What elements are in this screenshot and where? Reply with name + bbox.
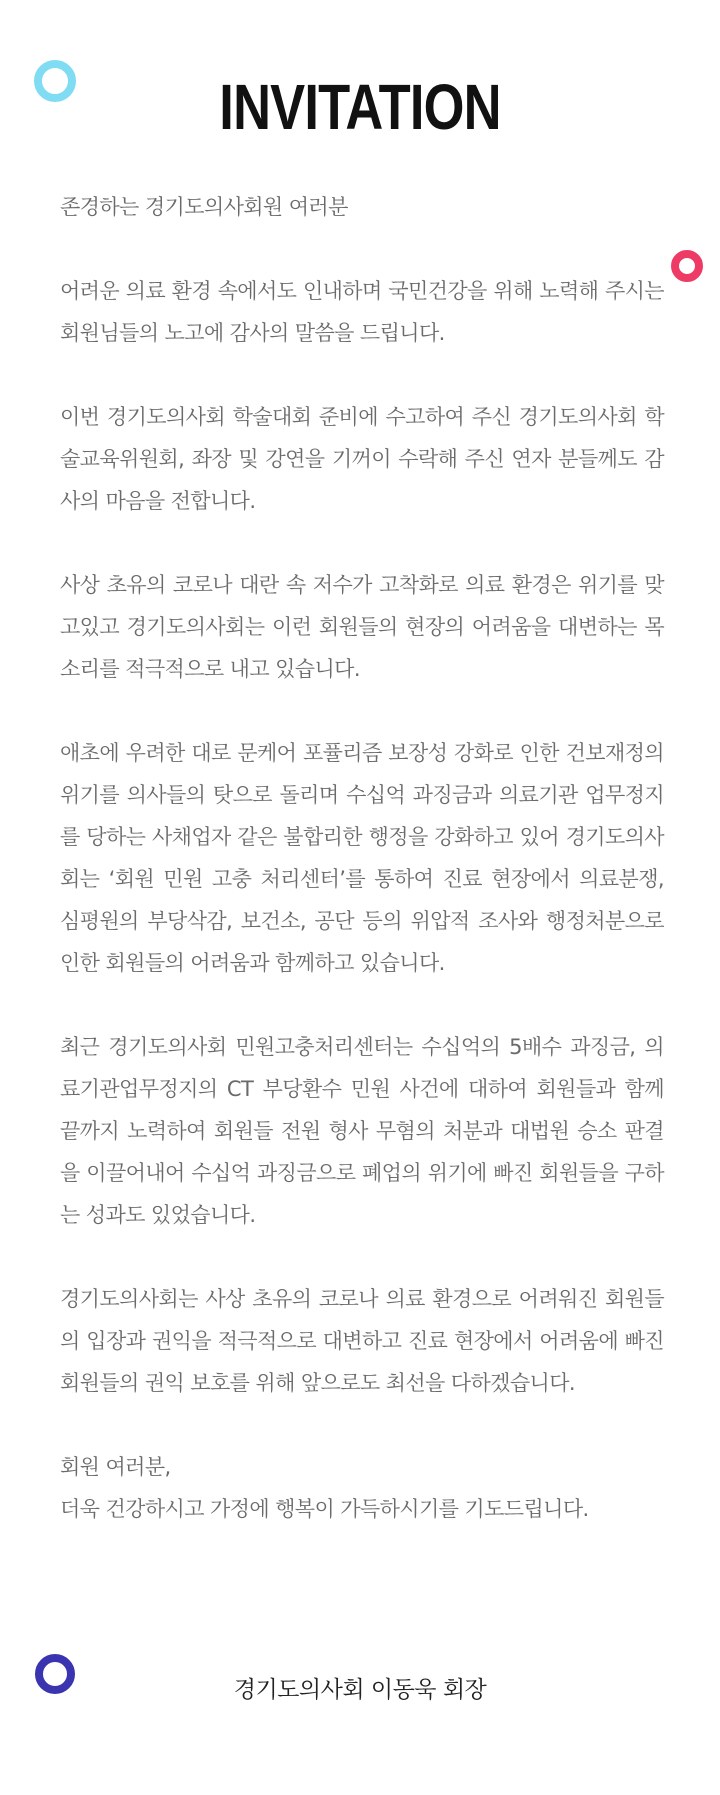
paragraph-recent-achievement: 최근 경기도의사회 민원고충처리센터는 수십억의 5배수 과징금, 의료기관업무정지의 CT 부당환수 민원 사건에 대하여 회원들과 함께 끝까지 노력하여 회원들 전원 형사 무혐의 처분과 대법원 승소 판결을 이끌어내어 수십억 과징금으로 폐업의 위기에 빠진 회원들을 구하는 성과도 있었습니다. (60, 1035, 664, 1227)
closing (60, 1446, 664, 1530)
letter-body (60, 186, 664, 1530)
closing-line-2: 더욱 건강하시고 가정에 행복이 가득하시기를 기도드립니다. (60, 1497, 589, 1521)
paragraph-thanks-members: 어려운 의료 환경 속에서도 인내하며 국민건강을 위해 노력해 주시는 회원님들의 노고에 감사의 말씀을 드립니다. (60, 279, 664, 345)
decorative-ring-pink (671, 250, 703, 282)
signature: 경기도의사회 이동욱 회장 (233, 1677, 487, 1703)
greeting: 존경하는 경기도의사회원 여러분 (60, 195, 348, 219)
paragraph-crisis: 사상 초유의 코로나 대란 속 저수가 고착화로 의료 환경은 위기를 맞고있고 경기도의사회는 이런 회원들의 현장의 어려움을 대변하는 목소리를 적극적으로 내고 있습니다. (60, 573, 664, 681)
invitation-title: INVITATION (219, 71, 501, 143)
paragraph-commitment: 경기도의사회는 사상 초유의 코로나 의료 환경으로 어려워진 회원들의 입장과 권익을 적극적으로 대변하고 진료 현장에서 어려움에 빠진 회원들의 권익 보호를 위해 앞으로도 최선을 다하겠습니다. (60, 1287, 664, 1395)
paragraph-complaint-center: 애초에 우려한 대로 문케어 포퓰리즘 보장성 강화로 인한 건보재정의 위기를 의사들의 탓으로 돌리며 수십억 과징금과 의료기관 업무정지를 당하는 사채업자 같은 불합리한 행정을 강화하고 있어 경기도의사회는 ‘회원 민원 고충 처리센터’를 통하여 진료 현장에서 의료분쟁, 심평원의 부당삭감, 보건소, 공단 등의 위압적 조사와 행정처분으로 인한 회원들의 어려움과 함께하고 있습니다. (60, 741, 664, 975)
paragraph-thanks-committee: 이번 경기도의사회 학술대회 준비에 수고하여 주신 경기도의사회 학술교육위원회, 좌장 및 강연을 기꺼이 수락해 주신 연자 분들께도 감사의 마음을 전합니다. (60, 405, 664, 513)
closing-line-1: 회원 여러분, (60, 1455, 171, 1479)
